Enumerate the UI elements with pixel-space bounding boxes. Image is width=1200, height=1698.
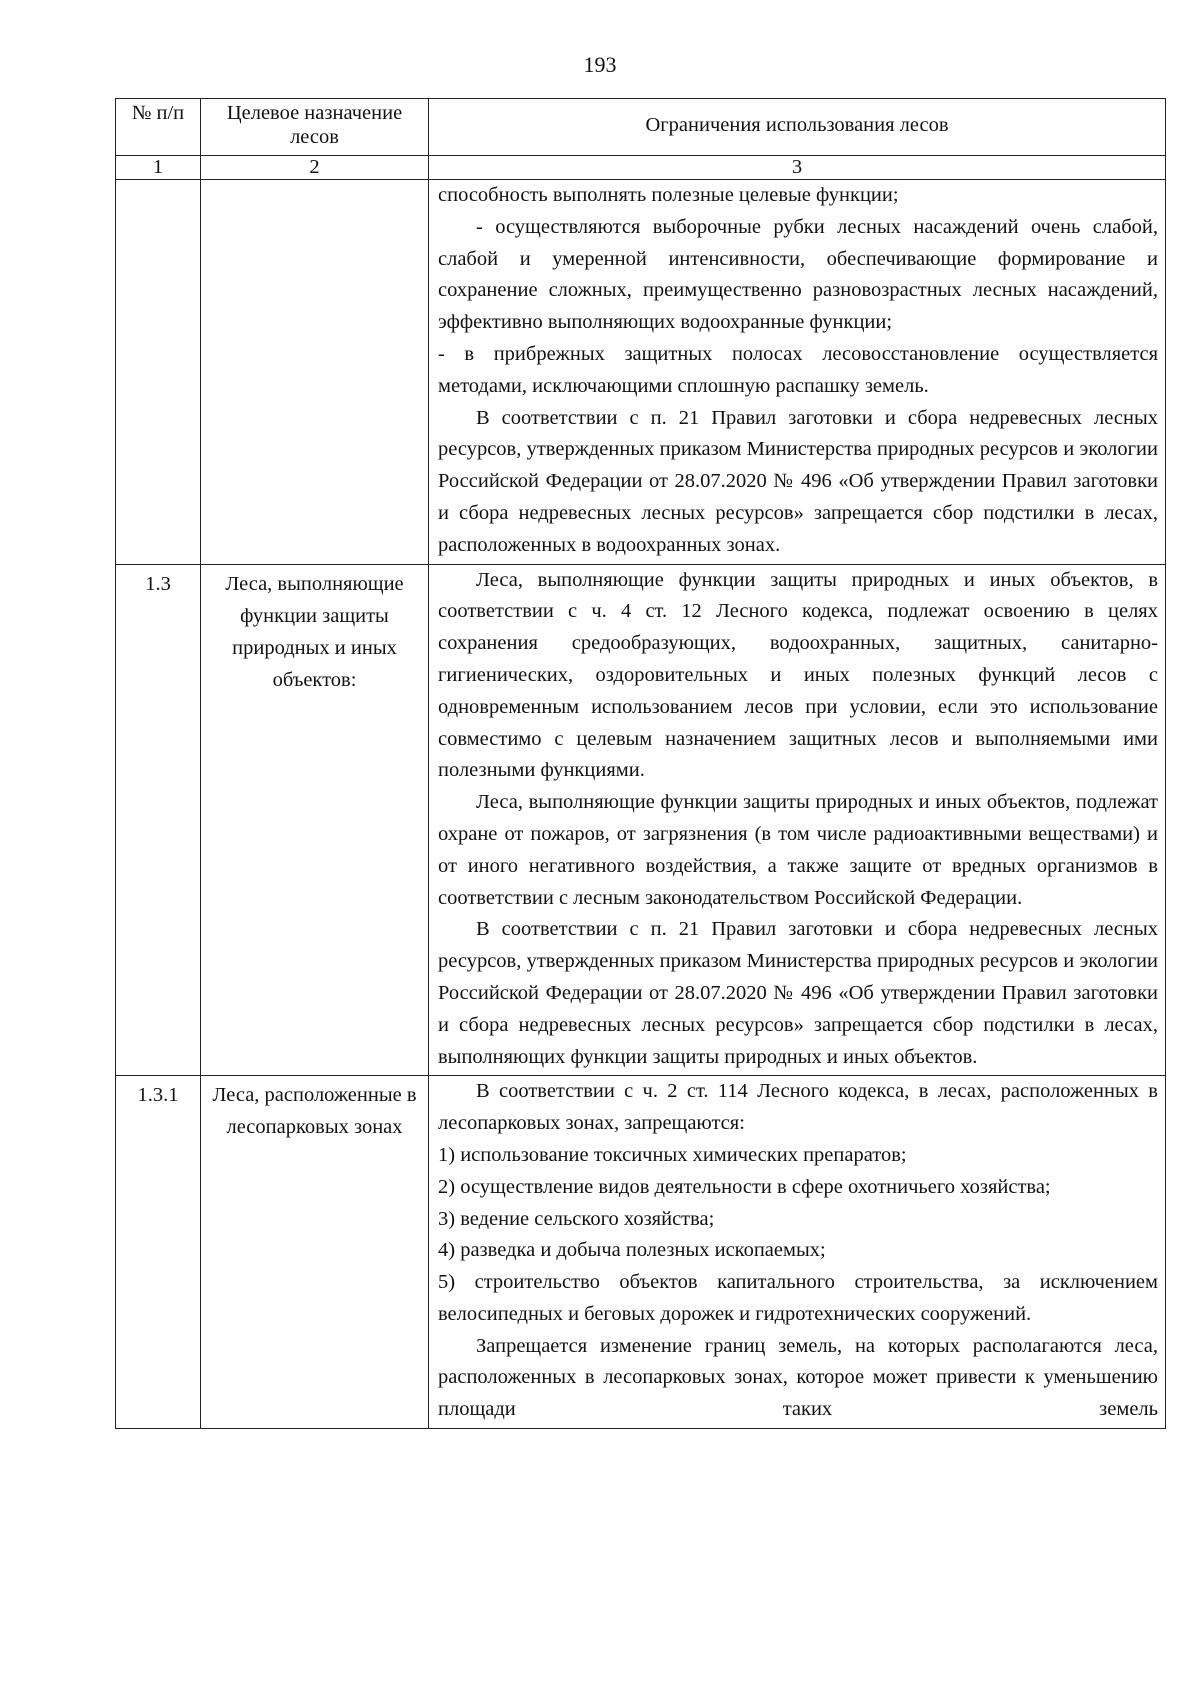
paragraph: 2) осуществление видов деятельности в сфере охотничьего хозяйства;: [438, 1175, 1051, 1198]
paragraph: В соответствии с п. 21 Правил заготовки и сбора недревесных лесных ресурсов, утвержденных приказом Министерства природных ресурсов и экологии Российской Федерации от 28.07.2020 № 496 «Об утверждении Правил заготовки и сбора недревесных лесных ресурсов» запрещается сбор подстилки в лесах, расположенных в водоохранных зонах.: [438, 406, 1158, 556]
paragraph: 5) строительство объектов капитального строительства, за исключением велосипедных и беговых дорожек и гидротехнических сооружений.: [438, 1271, 1158, 1325]
paragraph: В соответствии с ч. 2 ст. 114 Лесного кодекса, в лесах, расположенных в лесопарковых зонах, запрещаются:: [438, 1080, 1158, 1135]
table-row: [116, 180, 1166, 565]
paragraph: 4) разведка и добыча полезных ископаемых;: [438, 1239, 826, 1262]
table-header-row: [116, 99, 1166, 156]
header-number: № п/п: [116, 99, 201, 156]
row-index: 1.3.1: [116, 1076, 201, 1429]
column-number-3: 3: [429, 156, 1166, 180]
column-numbers-row: [116, 156, 1166, 180]
forest-restrictions-table: [115, 98, 1166, 1429]
header-purpose: Целевое назначение лесов: [201, 99, 429, 156]
paragraph: Запрещается изменение границ земель, на которых располагаются леса, расположенных в лесопарковых зонах, которое может привести к уменьшению площади таких земель: [438, 1334, 1158, 1421]
paragraph: 3) ведение сельского хозяйства;: [438, 1207, 715, 1230]
paragraph: - осуществляются выборочные рубки лесных насаждений очень слабой, слабой и умеренной интенсивности, обеспечивающие формирование и сохранение сложных, преимущественно разновозрастных лесных насаждений, эффективно выполняющих водоохранные функции;: [438, 215, 1158, 334]
row-restrictions: [429, 1076, 1166, 1429]
table-row: [116, 1076, 1166, 1429]
column-number-1: 1: [116, 156, 201, 180]
paragraph: способность выполнять полезные целевые функции;: [438, 184, 899, 206]
column-number-2: 2: [201, 156, 429, 180]
page-number: 193: [583, 52, 617, 77]
row-index: 1.3: [116, 564, 201, 1076]
paragraph: 1) использование токсичных химических препаратов;: [438, 1143, 907, 1166]
table-row: [116, 564, 1166, 1076]
paragraph: - в прибрежных защитных полосах лесовосстановление осуществляется методами, исключающими сплошную распашку земель.: [438, 342, 1158, 397]
paragraph: В соответствии с п. 21 Правил заготовки и сбора недревесных лесных ресурсов, утвержденных приказом Министерства природных ресурсов и экологии Российской Федерации от 28.07.2020 № 496 «Об утверждении Правил заготовки и сбора недревесных лесных ресурсов» запрещается сбор подстилки в лесах, выполняющих функции защиты природных и иных объектов.: [438, 918, 1158, 1068]
row-purpose: [201, 180, 429, 565]
paragraph: Леса, выполняющие функции защиты природных и иных объектов, подлежат охране от пожаров, от загрязнения (в том числе радиоактивными веществами) и от иного негативного воздействия, а также защите от вредных организмов в соответствии с лесным законодательством Российской Федерации.: [438, 791, 1158, 909]
row-restrictions: [429, 564, 1166, 1076]
row-restrictions: [429, 180, 1166, 565]
row-purpose: Леса, выполняющие функции защиты природных и иных объектов:: [201, 564, 429, 1076]
paragraph: Леса, выполняющие функции защиты природных и иных объектов, в соответствии с ч. 4 ст. 12 Лесного кодекса, подлежат освоению в целях сохранения средообразующих, водоохранных, защитных, санитарно-гигиенических, оздоровительных и иных полезных функций лесов с одновременным использованием лесов при условии, если это использование совместимо с целевым назначением защитных лесов и выполняемыми ими полезными функциями.: [438, 568, 1158, 782]
row-purpose: Леса, расположенные в лесопарковых зонах: [201, 1076, 429, 1429]
header-restrictions: Ограничения использования лесов: [429, 99, 1166, 156]
row-index: [116, 180, 201, 565]
